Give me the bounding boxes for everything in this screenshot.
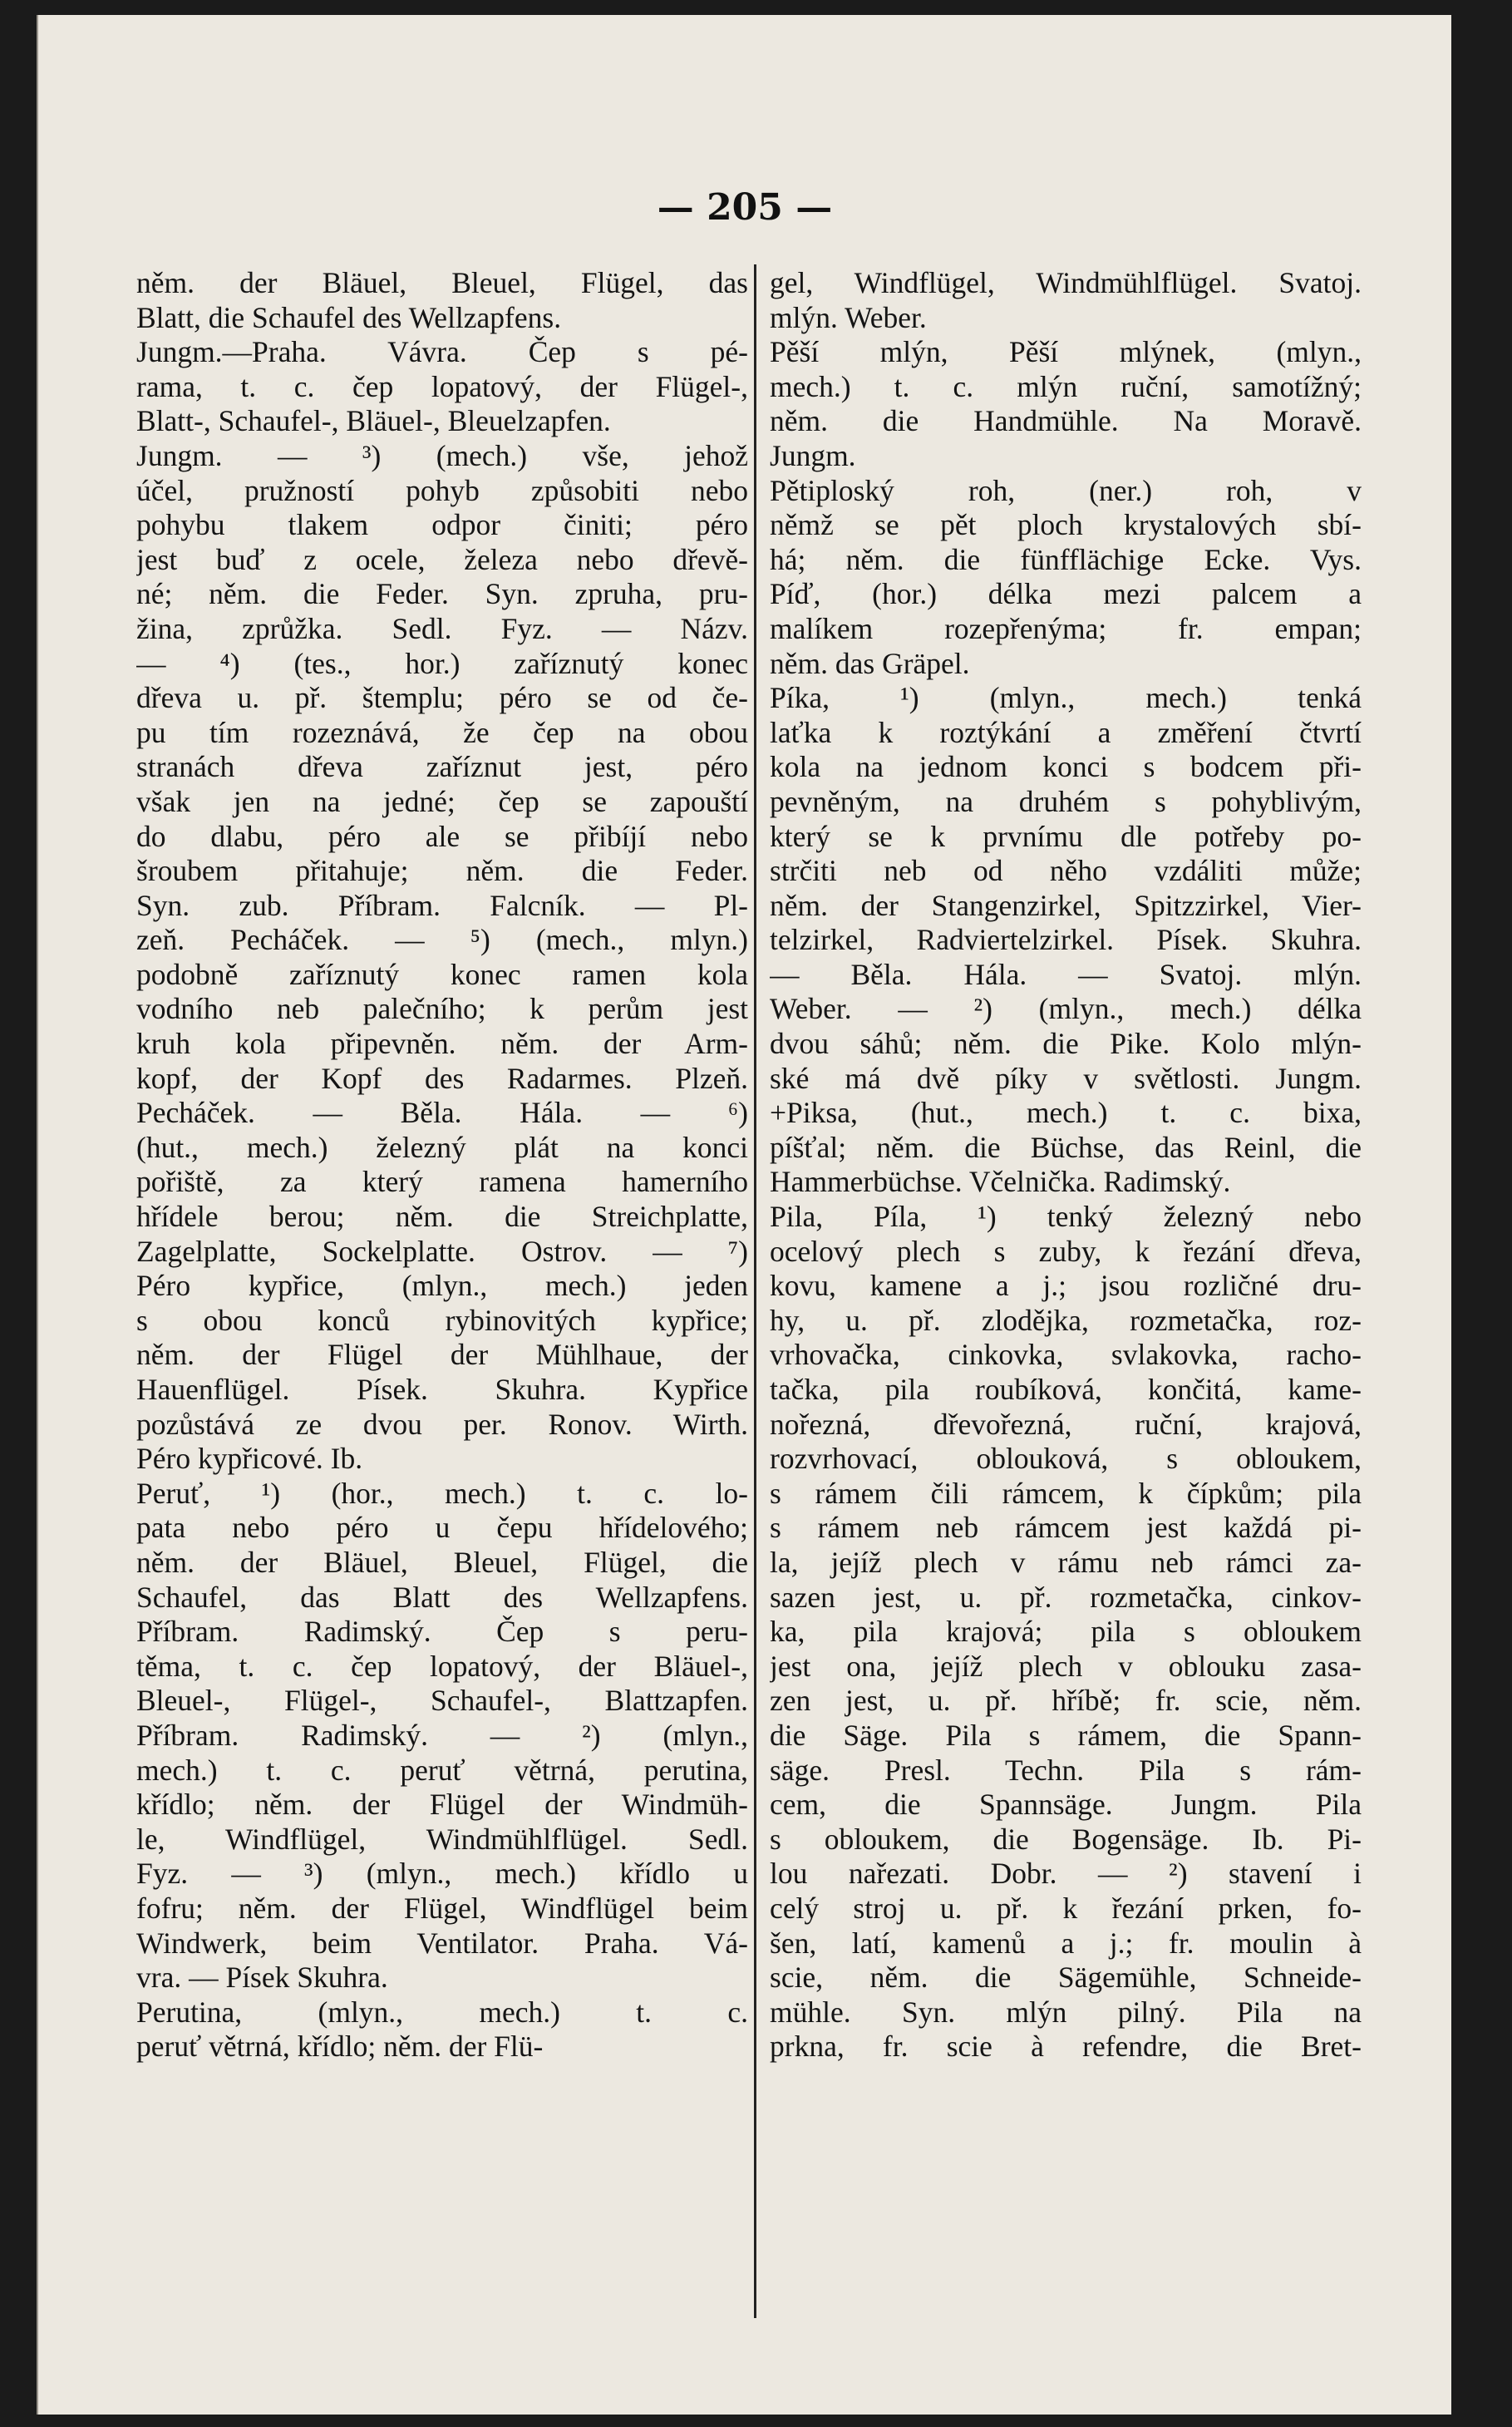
text-line: ské má dvě píky v světlosti. Jungm. — [770, 1061, 1362, 1095]
text-line: šroubem přitahuje; něm. die Feder. — [136, 854, 748, 888]
text-line: Příbram. Radimský. Čep s peru- — [136, 1615, 748, 1649]
text-line: rama, t. c. čep lopatový, der Flügel-, — [136, 369, 748, 403]
text-line: dvou sáhů; něm. die Pike. Kolo mlýn- — [770, 1027, 1362, 1061]
text-line: Příbram. Radimský. — ²) (mlyn., — [136, 1718, 748, 1752]
text-line: vodního neb palečního; k perům jest — [136, 992, 748, 1026]
text-line: s rámem neb rámcem jest každá pi- — [770, 1511, 1362, 1545]
page-number: — 205 — — [657, 186, 833, 229]
text-line: strčiti neb od něho vzdáliti může; — [770, 854, 1362, 888]
text-line: mech.) t. c. mlýn ruční, samotížný; — [770, 369, 1362, 403]
right-column — [770, 266, 1362, 2064]
text-line: Pěší mlýn, Pěší mlýnek, (mlyn., — [770, 335, 1362, 369]
text-line: jest buď z ocele, železa nebo dřevě- — [136, 542, 748, 576]
text-line: který se k prvnímu dle potřeby po- — [770, 819, 1362, 853]
text-line: s rámem čili rámcem, k čípkům; pila — [770, 1476, 1362, 1510]
text-line: Hauenflügel. Písek. Skuhra. Kypřice — [136, 1373, 748, 1406]
text-line: něm. die Handmühle. Na Moravě. — [770, 404, 1362, 438]
text-line: mühle. Syn. mlýn pilný. Pila na — [770, 1995, 1362, 2029]
text-line: Schaufel, das Blatt des Wellzapfens. — [136, 1580, 748, 1614]
text-line: Fyz. — ³) (mlyn., mech.) křídlo u — [136, 1857, 748, 1891]
text-line: ka, pila krajová; pila s obloukem — [770, 1615, 1362, 1649]
text-line: scie, něm. die Sägemühle, Schneide- — [770, 1961, 1362, 1995]
text-line: Blatt-, Schaufel-, Bläuel-, Bleuelzapfen. — [136, 404, 611, 438]
text-line: Windwerk, beim Ventilator. Praha. Vá- — [136, 1926, 748, 1960]
text-line: nořezná, dřevořezná, ruční, krajová, — [770, 1407, 1362, 1441]
text-line: Hammerbüchse. Včelnička. Radimský. — [770, 1165, 1231, 1199]
text-line: něm. das Gräpel. — [770, 646, 970, 680]
text-line: Pětiploský roh, (ner.) roh, v — [770, 473, 1362, 507]
text-line: Jungm. — [770, 438, 856, 472]
text-line: pevněným, na druhém s pohyblivým, — [770, 784, 1362, 818]
text-line: dřeva u. př. štemplu; péro se od če- — [136, 681, 748, 715]
text-line: s obou konců rybinovitých kypřice; — [136, 1303, 748, 1337]
text-line: tačka, pila roubíková, končitá, kame- — [770, 1373, 1362, 1406]
text-line: há; něm. die fünfflächige Ecke. Vys. — [770, 542, 1362, 576]
text-line: Píka, ¹) (mlyn., mech.) tenká — [770, 681, 1362, 715]
text-line: do dlabu, péro ale se přibíjí nebo — [136, 819, 748, 853]
text-line: celý stroj u. př. k řezání prken, fo- — [770, 1891, 1362, 1925]
text-line: +Piksa, (hut., mech.) t. c. bixa, — [770, 1096, 1362, 1130]
text-line: kola na jednom konci s bodcem při- — [770, 750, 1362, 784]
text-line: stranách dřeva zaříznut jest, péro — [136, 750, 748, 784]
text-line: křídlo; něm. der Flügel der Windmüh- — [136, 1788, 748, 1822]
text-line: účel, pružností pohyb způsobiti nebo — [136, 473, 748, 507]
text-line: zen jest, u. př. hříbě; fr. scie, něm. — [770, 1684, 1362, 1718]
text-line: mech.) t. c. peruť větrná, perutina, — [136, 1753, 748, 1787]
text-line: něm. der Bläuel, Bleuel, Flügel, die — [136, 1545, 748, 1579]
text-line: laťka k roztýkání a změření čtvrtí — [770, 715, 1362, 749]
text-line: něm. der Stangenzirkel, Spitzzirkel, Vier- — [770, 888, 1362, 922]
text-line: — Běla. Hála. — Svatoj. mlýn. — [770, 957, 1362, 991]
text-line: jest ona, jejíž plech v oblouku zasa- — [770, 1649, 1362, 1683]
text-line: Zagelplatte, Sockelplatte. Ostrov. — ⁷) — [136, 1234, 748, 1268]
text-line: Jungm.—Praha. Vávra. Čep s pé- — [136, 335, 748, 369]
text-line: však jen na jedné; čep se zapouští — [136, 784, 748, 818]
text-line: Perutina, (mlyn., mech.) t. c. — [136, 1995, 748, 2029]
text-line: pořiště, za který ramena hamerního — [136, 1165, 748, 1199]
text-line: vrhovačka, cinkovka, svlakovka, racho- — [770, 1338, 1362, 1372]
text-line: Peruť, ¹) (hor., mech.) t. c. lo- — [136, 1476, 748, 1510]
text-line: Pila, Píla, ¹) tenký železný nebo — [770, 1200, 1362, 1234]
text-line: pu tím rozeznává, že čep na obou — [136, 715, 748, 749]
text-line: hy, u. př. zlodějka, rozmetačka, roz- — [770, 1303, 1362, 1337]
text-line: sazen jest, u. př. rozmetačka, cinkov- — [770, 1580, 1362, 1614]
text-line: prkna, fr. scie à refendre, die Bret- — [770, 2030, 1362, 2064]
text-line: pohybu tlakem odpor činiti; péro — [136, 508, 748, 542]
text-line: něm. der Flügel der Mühlhaue, der — [136, 1338, 748, 1372]
text-line: Péro kypřicové. Ib. — [136, 1442, 363, 1476]
text-line: pata nebo péro u čepu hřídelového; — [136, 1511, 748, 1545]
left-column — [136, 266, 748, 2064]
text-line: pozůstává ze dvou per. Ronov. Wirth. — [136, 1407, 748, 1441]
text-line: Blatt, die Schaufel des Wellzapfens. — [136, 300, 562, 334]
text-line: rozvrhovací, oblouková, s obloukem, — [770, 1442, 1362, 1476]
text-line: le, Windflügel, Windmühlflügel. Sedl. — [136, 1822, 748, 1856]
text-line: němž se pět ploch krystalových sbí- — [770, 508, 1362, 542]
text-line: — ⁴) (tes., hor.) zaříznutý konec — [136, 646, 748, 680]
text-line: Pecháček. — Běla. Hála. — ⁶) — [136, 1096, 748, 1130]
text-line: (hut., mech.) železný plát na konci — [136, 1130, 748, 1164]
text-line: la, jejíž plech v rámu neb rámci za- — [770, 1545, 1362, 1579]
text-line: Píď, (hor.) délka mezi palcem a — [770, 577, 1362, 611]
text-line: vra. — Písek Skuhra. — [136, 1961, 388, 1995]
text-line: něm. der Bläuel, Bleuel, Flügel, das — [136, 266, 748, 299]
text-line: né; něm. die Feder. Syn. zpruha, pru- — [136, 577, 748, 611]
text-line: lou nařezati. Dobr. — ²) stavení i — [770, 1857, 1362, 1891]
text-line: Bleuel-, Flügel-, Schaufel-, Blattzapfen. — [136, 1684, 748, 1718]
text-line: žina, zprůžka. Sedl. Fyz. — Názv. — [136, 611, 748, 645]
text-line: peruť větrná, křídlo; něm. der Flü- — [136, 2030, 544, 2064]
text-line: zeň. Pecháček. — ⁵) (mech., mlyn.) — [136, 923, 748, 957]
text-line: malíkem rozepřenýma; fr. empan; — [770, 611, 1362, 645]
text-line: gel, Windflügel, Windmühlflügel. Svatoj. — [770, 266, 1362, 299]
text-line: Syn. zub. Příbram. Falcník. — Pl- — [136, 888, 748, 922]
text-line: säge. Presl. Techn. Pila s rám- — [770, 1753, 1362, 1787]
text-line: píšťal; něm. die Büchse, das Reinl, die — [770, 1130, 1362, 1164]
text-line: kovu, kamene a j.; jsou rozličné dru- — [770, 1269, 1362, 1303]
text-line: telzirkel, Radviertelzirkel. Písek. Skuhra. — [770, 923, 1362, 957]
text-line: těma, t. c. čep lopatový, der Bläuel-, — [136, 1649, 748, 1683]
text-line: kopf, der Kopf des Radarmes. Plzeň. — [136, 1061, 748, 1095]
text-line: die Säge. Pila s rámem, die Spann- — [770, 1718, 1362, 1752]
column-divider — [754, 264, 756, 2318]
text-line: fofru; něm. der Flügel, Windflügel beim — [136, 1891, 748, 1925]
text-line: Weber. — ²) (mlyn., mech.) délka — [770, 992, 1362, 1026]
text-line: mlýn. Weber. — [770, 300, 927, 334]
text-line: Jungm. — ³) (mech.) vše, jehož — [136, 438, 748, 472]
text-line: Péro kypřice, (mlyn., mech.) jeden — [136, 1269, 748, 1303]
dictionary-page — [37, 15, 1451, 2415]
text-line: podobně zaříznutý konec ramen kola — [136, 957, 748, 991]
text-line: hřídele berou; něm. die Streichplatte, — [136, 1200, 748, 1234]
text-line: s obloukem, die Bogensäge. Ib. Pi- — [770, 1822, 1362, 1856]
text-line: cem, die Spannsäge. Jungm. Pila — [770, 1788, 1362, 1822]
text-line: šen, latí, kamenů a j.; fr. moulin à — [770, 1926, 1362, 1960]
text-line: kruh kola připevněn. něm. der Arm- — [136, 1027, 748, 1061]
text-line: ocelový plech s zuby, k řezání dřeva, — [770, 1234, 1362, 1268]
